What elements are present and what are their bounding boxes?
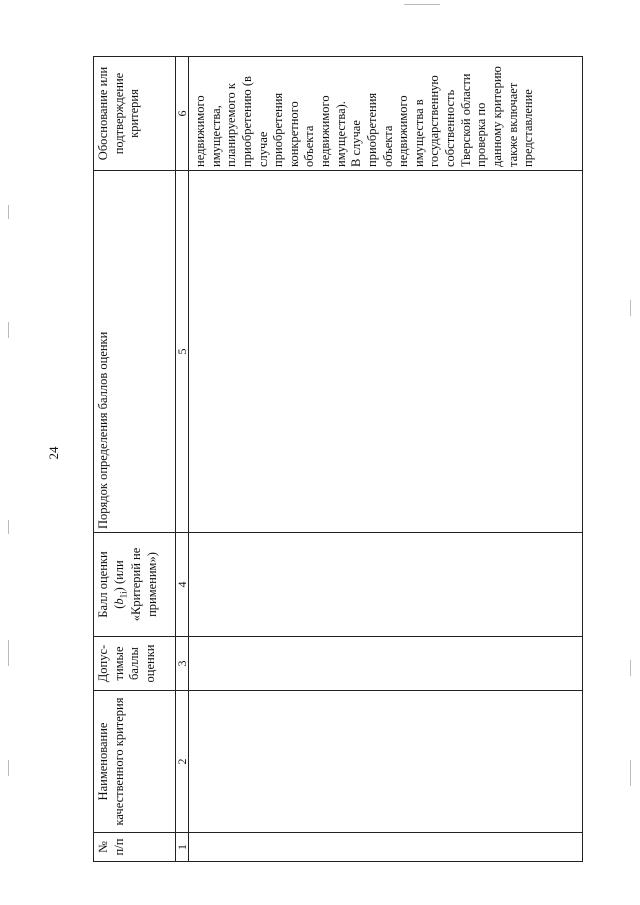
cell-scoring-procedure bbox=[189, 171, 583, 533]
column-number: 4 bbox=[176, 533, 189, 637]
header-score-label: Балл оценки bbox=[96, 551, 110, 618]
page-number: 24 bbox=[46, 446, 61, 460]
scan-mark bbox=[8, 322, 9, 338]
cell-allowed-points bbox=[189, 637, 583, 691]
header-score-na: «Критерий не применим») bbox=[129, 547, 159, 622]
header-number: № п/п bbox=[94, 833, 176, 862]
cell-score bbox=[189, 533, 583, 637]
cell-number bbox=[189, 833, 583, 862]
column-number: 2 bbox=[176, 691, 189, 833]
scan-mark bbox=[8, 760, 9, 776]
scan-mark bbox=[404, 4, 440, 5]
scan-mark bbox=[630, 300, 631, 316]
column-number: 3 bbox=[176, 637, 189, 691]
table-container bbox=[93, 57, 583, 862]
criteria-table bbox=[93, 56, 583, 862]
header-score bbox=[94, 533, 176, 637]
header-justification: Обоснование или подтверждение критерия bbox=[94, 57, 176, 171]
header-scoring-procedure: Порядок определения баллов оценки bbox=[94, 171, 176, 533]
header-score-formula: $(b_{1i})$ (или bbox=[111, 560, 129, 609]
scan-mark bbox=[630, 760, 631, 786]
header-criterion-name: Наименование качественного критерия bbox=[94, 691, 176, 833]
scan-mark bbox=[8, 520, 9, 534]
scan-mark bbox=[630, 660, 631, 676]
column-number: 1 bbox=[176, 833, 189, 862]
column-number: 5 bbox=[176, 171, 189, 533]
scan-mark bbox=[8, 205, 9, 219]
scan-mark bbox=[8, 640, 9, 666]
cell-criterion-name bbox=[189, 691, 583, 833]
column-number: 6 bbox=[176, 57, 189, 171]
table-row bbox=[189, 57, 583, 862]
header-allowed-points: Допус-тимые баллы оценки bbox=[94, 637, 176, 691]
cell-justification: недвижимого имущества, планируемого к приобретению (в случае приобретения конкретного объекта недвижимого имущества). В случае приобретения объекта недвижимого имущества в государственную собственность Тверской области проверка по данному критерию также включает представление bbox=[189, 57, 583, 171]
column-numbers-row bbox=[176, 57, 189, 862]
